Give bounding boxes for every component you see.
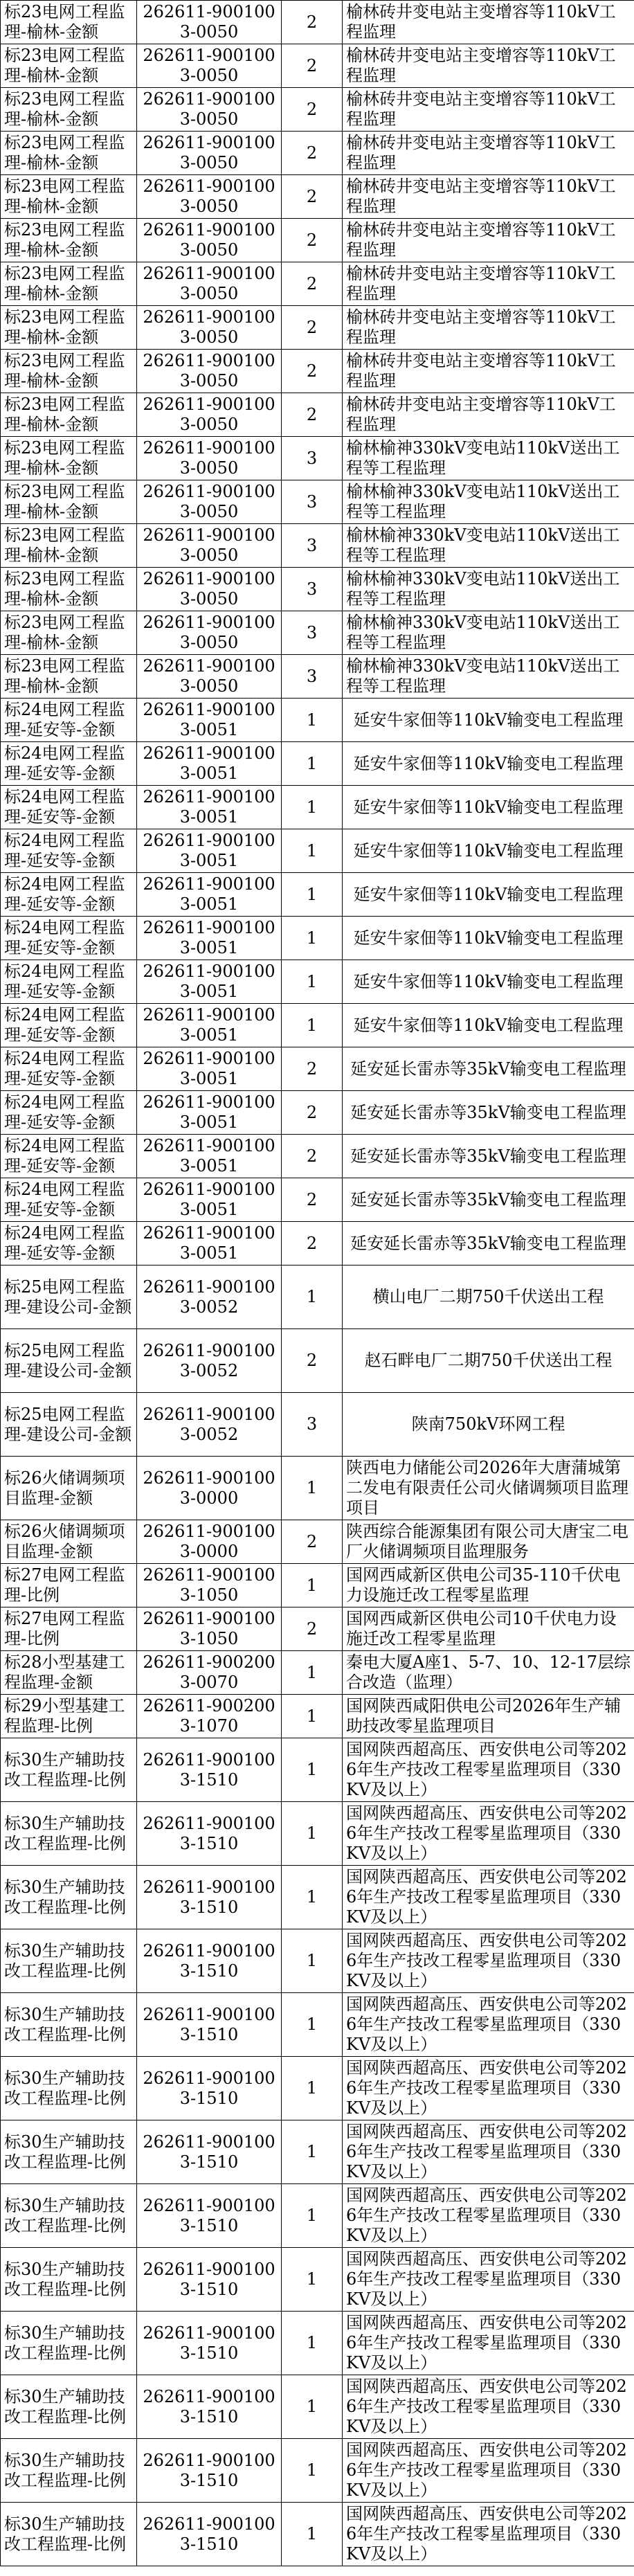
code-cell: 262611-9001003-0050 [137, 480, 282, 524]
bid-name-cell: 标24电网工程监理-延安等-金额 [1, 1047, 137, 1091]
table-row [1, 1866, 634, 1929]
code-cell: 262611-9001003-0050 [137, 611, 282, 655]
package-number-cell: 2 [282, 175, 343, 219]
project-name-cell: 国网陕西超高压、西安供电公司等2026年生产技改工程零星监理项目（330KV及以上） [343, 2312, 634, 2375]
bid-name-cell: 标23电网工程监理-榆林-金额 [1, 480, 137, 524]
project-name-cell: 榆林砖井变电站主变增容等110kV工程监理 [343, 44, 634, 88]
project-name-cell: 横山电厂二期750千伏送出工程 [343, 1266, 634, 1329]
bid-name-cell: 标30生产辅助技改工程监理-比例 [1, 2439, 137, 2503]
code-cell: 262611-9001003-0051 [137, 1091, 282, 1135]
code-cell: 262611-9002003-0070 [137, 1651, 282, 1695]
package-number-cell: 1 [282, 2248, 343, 2312]
package-number-cell: 1 [282, 1695, 343, 1738]
table-row [1, 1993, 634, 2057]
project-name-cell: 国网西咸新区供电公司10千伏电力设施迁改工程零星监理 [343, 1607, 634, 1651]
bid-name-cell: 标24电网工程监理-延安等-金额 [1, 1091, 137, 1135]
bid-name-cell: 标23电网工程监理-榆林-金额 [1, 262, 137, 306]
bid-name-cell: 标23电网工程监理-榆林-金额 [1, 1, 137, 44]
bid-name-cell: 标23电网工程监理-榆林-金额 [1, 44, 137, 88]
package-number-cell: 1 [282, 2312, 343, 2375]
package-number-cell: 2 [282, 306, 343, 350]
table-row [1, 175, 634, 219]
table-row [1, 219, 634, 262]
bid-name-cell: 标23电网工程监理-榆林-金额 [1, 88, 137, 132]
code-cell: 262611-9002003-1070 [137, 1695, 282, 1738]
code-cell: 262611-9001003-0051 [137, 699, 282, 742]
package-number-cell: 2 [282, 88, 343, 132]
project-name-cell: 榆林砖井变电站主变增容等110kV工程监理 [343, 219, 634, 262]
code-cell: 262611-9001003-0050 [137, 1, 282, 44]
project-name-cell: 国网西咸新区供电公司35-110千伏电力设施迁改工程零星监理 [343, 1564, 634, 1607]
bid-name-cell: 标26火储调频项目监理-金额 [1, 1520, 137, 1564]
project-name-cell: 榆林榆神330kV变电站110kV送出工程等工程监理 [343, 437, 634, 480]
code-cell: 262611-9001003-0051 [137, 960, 282, 1004]
code-cell: 262611-9001003-1510 [137, 2439, 282, 2503]
table-row [1, 2248, 634, 2312]
bid-name-cell: 标23电网工程监理-榆林-金额 [1, 350, 137, 393]
project-name-cell: 延安牛家佃等110kV输变电工程监理 [343, 786, 634, 829]
code-cell: 262611-9001003-1510 [137, 2375, 282, 2439]
project-name-cell: 陕西综合能源集团有限公司大唐宝二电厂火储调频项目监理服务 [343, 1520, 634, 1564]
table-row [1, 1393, 634, 1457]
table-row [1, 1564, 634, 1607]
bid-name-cell: 标29小型基建工程监理-比例 [1, 1695, 137, 1738]
table-row [1, 2439, 634, 2503]
package-number-cell: 2 [282, 350, 343, 393]
table-row [1, 1607, 634, 1651]
code-cell: 262611-9001003-0051 [137, 1135, 282, 1178]
project-name-cell: 榆林砖井变电站主变增容等110kV工程监理 [343, 88, 634, 132]
table-row [1, 1738, 634, 1802]
package-number-cell: 3 [282, 524, 343, 568]
code-cell: 262611-9001003-0050 [137, 524, 282, 568]
project-name-cell: 国网陕西超高压、西安供电公司等2026年生产技改工程零星监理项目（330KV及以上） [343, 2120, 634, 2184]
table-row [1, 1091, 634, 1135]
table-row [1, 786, 634, 829]
package-number-cell: 3 [282, 1393, 343, 1457]
code-cell: 262611-9001003-0051 [137, 1178, 282, 1222]
table-row [1, 350, 634, 393]
bid-name-cell: 标24电网工程监理-延安等-金额 [1, 829, 137, 873]
package-number-cell: 2 [282, 1, 343, 44]
bid-name-cell: 标30生产辅助技改工程监理-比例 [1, 1993, 137, 2057]
bid-name-cell: 标30生产辅助技改工程监理-比例 [1, 2375, 137, 2439]
bid-name-cell: 标23电网工程监理-榆林-金额 [1, 524, 137, 568]
bid-name-cell: 标27电网工程监理-比例 [1, 1607, 137, 1651]
package-number-cell: 1 [282, 1866, 343, 1929]
bid-name-cell: 标30生产辅助技改工程监理-比例 [1, 2120, 137, 2184]
package-number-cell: 3 [282, 568, 343, 611]
project-name-cell: 榆林榆神330kV变电站110kV送出工程等工程监理 [343, 655, 634, 699]
bid-table-body [1, 1, 634, 2566]
project-name-cell: 榆林榆神330kV变电站110kV送出工程等工程监理 [343, 611, 634, 655]
table-row [1, 1651, 634, 1695]
bid-name-cell: 标27电网工程监理-比例 [1, 1564, 137, 1607]
project-name-cell: 国网陕西超高压、西安供电公司等2026年生产技改工程零星监理项目（330KV及以上） [343, 1993, 634, 2057]
code-cell: 262611-9001003-0050 [137, 262, 282, 306]
bid-name-cell: 标26火储调频项目监理-金额 [1, 1457, 137, 1520]
package-number-cell: 1 [282, 786, 343, 829]
table-row [1, 2120, 634, 2184]
package-number-cell: 2 [282, 1520, 343, 1564]
code-cell: 262611-9001003-1510 [137, 2503, 282, 2566]
package-number-cell: 2 [282, 1178, 343, 1222]
package-number-cell: 3 [282, 480, 343, 524]
table-row [1, 306, 634, 350]
table-row [1, 917, 634, 960]
code-cell: 262611-9001003-1510 [137, 2120, 282, 2184]
table-row [1, 568, 634, 611]
package-number-cell: 1 [282, 1929, 343, 1993]
code-cell: 262611-9001003-0051 [137, 873, 282, 917]
project-name-cell: 秦电大厦A座1、5-7、10、12-17层综合改造（监理） [343, 1651, 634, 1695]
project-name-cell: 榆林砖井变电站主变增容等110kV工程监理 [343, 262, 634, 306]
code-cell: 262611-9001003-1510 [137, 1802, 282, 1866]
project-name-cell: 延安牛家佃等110kV输变电工程监理 [343, 1004, 634, 1047]
bid-name-cell: 标25电网工程监理-建设公司-金额 [1, 1329, 137, 1393]
package-number-cell: 2 [282, 1607, 343, 1651]
table-row [1, 1457, 634, 1520]
project-name-cell: 榆林榆神330kV变电站110kV送出工程等工程监理 [343, 524, 634, 568]
package-number-cell: 1 [282, 742, 343, 786]
project-name-cell: 国网陕西超高压、西安供电公司等2026年生产技改工程零星监理项目（330KV及以上） [343, 2375, 634, 2439]
project-name-cell: 国网陕西超高压、西安供电公司等2026年生产技改工程零星监理项目（330KV及以上） [343, 2184, 634, 2248]
package-number-cell: 2 [282, 1222, 343, 1266]
code-cell: 262611-9001003-0052 [137, 1329, 282, 1393]
package-number-cell: 3 [282, 437, 343, 480]
table-row [1, 1135, 634, 1178]
project-name-cell: 延安牛家佃等110kV输变电工程监理 [343, 829, 634, 873]
package-number-cell: 2 [282, 219, 343, 262]
code-cell: 262611-9001003-0050 [137, 132, 282, 175]
table-row [1, 873, 634, 917]
table-row [1, 1520, 634, 1564]
package-number-cell: 2 [282, 1047, 343, 1091]
project-name-cell: 国网陕西超高压、西安供电公司等2026年生产技改工程零星监理项目（330KV及以上） [343, 1738, 634, 1802]
table-row [1, 480, 634, 524]
code-cell: 262611-9001003-1050 [137, 1607, 282, 1651]
project-name-cell: 榆林砖井变电站主变增容等110kV工程监理 [343, 1, 634, 44]
code-cell: 262611-9001003-0050 [137, 655, 282, 699]
package-number-cell: 1 [282, 2439, 343, 2503]
code-cell: 262611-9001003-0050 [137, 88, 282, 132]
code-cell: 262611-9001003-1510 [137, 1866, 282, 1929]
project-name-cell: 延安牛家佃等110kV输变电工程监理 [343, 917, 634, 960]
code-cell: 262611-9001003-0051 [137, 829, 282, 873]
bid-name-cell: 标30生产辅助技改工程监理-比例 [1, 2248, 137, 2312]
bid-name-cell: 标24电网工程监理-延安等-金额 [1, 1222, 137, 1266]
code-cell: 262611-9001003-0000 [137, 1457, 282, 1520]
table-row [1, 1266, 634, 1329]
package-number-cell: 3 [282, 611, 343, 655]
bid-name-cell: 标24电网工程监理-延安等-金额 [1, 786, 137, 829]
bid-name-cell: 标24电网工程监理-延安等-金额 [1, 1004, 137, 1047]
project-name-cell: 榆林砖井变电站主变增容等110kV工程监理 [343, 132, 634, 175]
package-number-cell: 1 [282, 1266, 343, 1329]
package-number-cell: 1 [282, 1993, 343, 2057]
code-cell: 262611-9001003-0050 [137, 306, 282, 350]
package-number-cell: 2 [282, 1135, 343, 1178]
project-name-cell: 榆林榆神330kV变电站110kV送出工程等工程监理 [343, 568, 634, 611]
bid-name-cell: 标24电网工程监理-延安等-金额 [1, 1178, 137, 1222]
bid-name-cell: 标24电网工程监理-延安等-金额 [1, 917, 137, 960]
project-name-cell: 延安牛家佃等110kV输变电工程监理 [343, 699, 634, 742]
bid-name-cell: 标28小型基建工程监理-金额 [1, 1651, 137, 1695]
package-number-cell: 2 [282, 262, 343, 306]
project-name-cell: 延安延长雷赤等35kV输变电工程监理 [343, 1135, 634, 1178]
table-row [1, 699, 634, 742]
package-number-cell: 1 [282, 699, 343, 742]
project-name-cell: 陕南750kV环网工程 [343, 1393, 634, 1457]
table-row [1, 655, 634, 699]
code-cell: 262611-9001003-0050 [137, 175, 282, 219]
table-row [1, 2375, 634, 2439]
table-row [1, 2184, 634, 2248]
table-row [1, 393, 634, 437]
table-row [1, 44, 634, 88]
table-row [1, 1047, 634, 1091]
bid-name-cell: 标23电网工程监理-榆林-金额 [1, 219, 137, 262]
bid-name-cell: 标30生产辅助技改工程监理-比例 [1, 1929, 137, 1993]
code-cell: 262611-9001003-0050 [137, 568, 282, 611]
table-row [1, 611, 634, 655]
project-name-cell: 延安牛家佃等110kV输变电工程监理 [343, 873, 634, 917]
package-number-cell: 2 [282, 1329, 343, 1393]
table-row [1, 437, 634, 480]
package-number-cell: 1 [282, 2184, 343, 2248]
project-name-cell: 延安延长雷赤等35kV输变电工程监理 [343, 1091, 634, 1135]
project-name-cell: 延安延长雷赤等35kV输变电工程监理 [343, 1178, 634, 1222]
code-cell: 262611-9001003-0050 [137, 219, 282, 262]
code-cell: 262611-9001003-0050 [137, 44, 282, 88]
bid-name-cell: 标23电网工程监理-榆林-金额 [1, 393, 137, 437]
code-cell: 262611-9001003-0051 [137, 1047, 282, 1091]
table-row [1, 1329, 634, 1393]
package-number-cell: 2 [282, 393, 343, 437]
package-number-cell: 1 [282, 960, 343, 1004]
table-row [1, 1929, 634, 1993]
code-cell: 262611-9001003-1050 [137, 1564, 282, 1607]
bid-name-cell: 标23电网工程监理-榆林-金额 [1, 655, 137, 699]
code-cell: 262611-9001003-0050 [137, 350, 282, 393]
project-name-cell: 延安牛家佃等110kV输变电工程监理 [343, 960, 634, 1004]
project-name-cell: 国网陕西超高压、西安供电公司等2026年生产技改工程零星监理项目（330KV及以上） [343, 2248, 634, 2312]
package-number-cell: 1 [282, 873, 343, 917]
package-number-cell: 2 [282, 132, 343, 175]
project-name-cell: 国网陕西超高压、西安供电公司等2026年生产技改工程零星监理项目（330KV及以上） [343, 2439, 634, 2503]
project-name-cell: 国网陕西超高压、西安供电公司等2026年生产技改工程零星监理项目（330KV及以上） [343, 2503, 634, 2566]
project-name-cell: 榆林砖井变电站主变增容等110kV工程监理 [343, 350, 634, 393]
table-row [1, 1004, 634, 1047]
table-row [1, 2503, 634, 2566]
code-cell: 262611-9001003-1510 [137, 2248, 282, 2312]
project-name-cell: 国网陕西超高压、西安供电公司等2026年生产技改工程零星监理项目（330KV及以上） [343, 1802, 634, 1866]
bid-name-cell: 标30生产辅助技改工程监理-比例 [1, 1866, 137, 1929]
table-row [1, 2312, 634, 2375]
table-row [1, 2057, 634, 2120]
bid-name-cell: 标25电网工程监理-建设公司-金额 [1, 1266, 137, 1329]
code-cell: 262611-9001003-0051 [137, 1222, 282, 1266]
package-number-cell: 1 [282, 1802, 343, 1866]
project-name-cell: 榆林砖井变电站主变增容等110kV工程监理 [343, 306, 634, 350]
package-number-cell: 1 [282, 2057, 343, 2120]
project-name-cell: 榆林砖井变电站主变增容等110kV工程监理 [343, 393, 634, 437]
bid-name-cell: 标24电网工程监理-延安等-金额 [1, 742, 137, 786]
bid-name-cell: 标30生产辅助技改工程监理-比例 [1, 1738, 137, 1802]
project-name-cell: 延安牛家佃等110kV输变电工程监理 [343, 742, 634, 786]
package-number-cell: 1 [282, 1738, 343, 1802]
package-number-cell: 1 [282, 2120, 343, 2184]
code-cell: 262611-9001003-0052 [137, 1393, 282, 1457]
package-number-cell: 3 [282, 655, 343, 699]
code-cell: 262611-9001003-0052 [137, 1266, 282, 1329]
code-cell: 262611-9001003-1510 [137, 2184, 282, 2248]
project-name-cell: 国网陕西咸阳供电公司2026年生产辅助技改零星监理项目 [343, 1695, 634, 1738]
code-cell: 262611-9001003-1510 [137, 1929, 282, 1993]
code-cell: 262611-9001003-1510 [137, 2312, 282, 2375]
bid-name-cell: 标23电网工程监理-榆林-金额 [1, 568, 137, 611]
bid-name-cell: 标23电网工程监理-榆林-金额 [1, 611, 137, 655]
code-cell: 262611-9001003-0051 [137, 742, 282, 786]
table-row [1, 524, 634, 568]
bid-name-cell: 标30生产辅助技改工程监理-比例 [1, 2503, 137, 2566]
package-number-cell: 2 [282, 1091, 343, 1135]
bid-name-cell: 标23电网工程监理-榆林-金额 [1, 306, 137, 350]
package-number-cell: 2 [282, 44, 343, 88]
bid-name-cell: 标30生产辅助技改工程监理-比例 [1, 2184, 137, 2248]
package-number-cell: 1 [282, 1457, 343, 1520]
bid-name-cell: 标24电网工程监理-延安等-金额 [1, 873, 137, 917]
table-row [1, 742, 634, 786]
table-row [1, 1695, 634, 1738]
code-cell: 262611-9001003-0051 [137, 786, 282, 829]
project-name-cell: 国网陕西超高压、西安供电公司等2026年生产技改工程零星监理项目（330KV及以上） [343, 1866, 634, 1929]
bid-name-cell: 标24电网工程监理-延安等-金额 [1, 1135, 137, 1178]
bid-name-cell: 标23电网工程监理-榆林-金额 [1, 175, 137, 219]
package-number-cell: 1 [282, 829, 343, 873]
code-cell: 262611-9001003-0000 [137, 1520, 282, 1564]
project-name-cell: 延安延长雷赤等35kV输变电工程监理 [343, 1047, 634, 1091]
table-row [1, 1222, 634, 1266]
project-name-cell: 赵石畔电厂二期750千伏送出工程 [343, 1329, 634, 1393]
bid-name-cell: 标30生产辅助技改工程监理-比例 [1, 2312, 137, 2375]
project-name-cell: 榆林榆神330kV变电站110kV送出工程等工程监理 [343, 480, 634, 524]
bid-name-cell: 标24电网工程监理-延安等-金额 [1, 960, 137, 1004]
project-name-cell: 陕西电力储能公司2026年大唐蒲城第二发电有限责任公司火储调频项目监理项目 [343, 1457, 634, 1520]
project-name-cell: 延安延长雷赤等35kV输变电工程监理 [343, 1222, 634, 1266]
project-name-cell: 国网陕西超高压、西安供电公司等2026年生产技改工程零星监理项目（330KV及以上） [343, 2057, 634, 2120]
project-name-cell: 榆林砖井变电站主变增容等110kV工程监理 [343, 175, 634, 219]
table-row [1, 1, 634, 44]
table-row [1, 88, 634, 132]
table-row [1, 1802, 634, 1866]
code-cell: 262611-9001003-0050 [137, 393, 282, 437]
code-cell: 262611-9001003-1510 [137, 2057, 282, 2120]
package-number-cell: 1 [282, 2375, 343, 2439]
package-number-cell: 1 [282, 917, 343, 960]
bid-name-cell: 标30生产辅助技改工程监理-比例 [1, 2057, 137, 2120]
package-number-cell: 1 [282, 1564, 343, 1607]
package-number-cell: 1 [282, 2503, 343, 2566]
code-cell: 262611-9001003-0051 [137, 1004, 282, 1047]
code-cell: 262611-9001003-1510 [137, 1738, 282, 1802]
table-row [1, 960, 634, 1004]
table-row [1, 262, 634, 306]
code-cell: 262611-9001003-0050 [137, 437, 282, 480]
table-row [1, 132, 634, 175]
table-row [1, 829, 634, 873]
table-row [1, 1178, 634, 1222]
bid-name-cell: 标23电网工程监理-榆林-金额 [1, 437, 137, 480]
package-number-cell: 1 [282, 1651, 343, 1695]
bid-name-cell: 标23电网工程监理-榆林-金额 [1, 132, 137, 175]
package-number-cell: 1 [282, 1004, 343, 1047]
bid-name-cell: 标30生产辅助技改工程监理-比例 [1, 1802, 137, 1866]
code-cell: 262611-9001003-1510 [137, 1993, 282, 2057]
bid-name-cell: 标24电网工程监理-延安等-金额 [1, 699, 137, 742]
code-cell: 262611-9001003-0051 [137, 917, 282, 960]
bid-name-cell: 标25电网工程监理-建设公司-金额 [1, 1393, 137, 1457]
project-name-cell: 国网陕西超高压、西安供电公司等2026年生产技改工程零星监理项目（330KV及以上） [343, 1929, 634, 1993]
